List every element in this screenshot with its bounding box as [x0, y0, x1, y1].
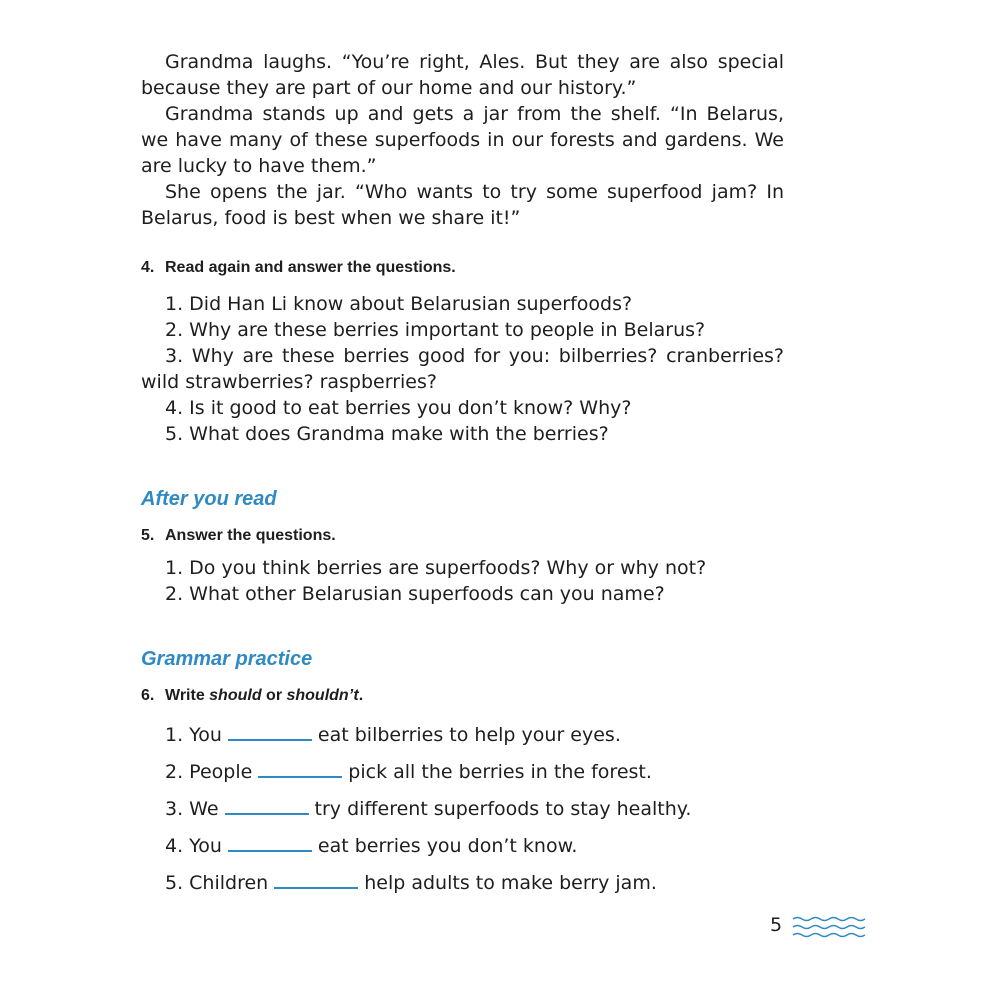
- task-5-heading: 5. Answer the questions.: [141, 527, 336, 544]
- after-you-read-heading: After you read: [141, 488, 277, 510]
- task-4-question: 5. What does Grandma make with the berries?: [165, 423, 609, 445]
- task-5-question: 2. What other Belarusian superfoods can you name?: [165, 583, 665, 605]
- task-6-heading: 6. Write should or shouldn’t.: [141, 687, 364, 704]
- answer-blank[interactable]: [228, 721, 312, 741]
- task-4-question: 2. Why are these berries important to people in Belarus?: [165, 319, 706, 341]
- fill-in-item: 1. You eat bilberries to help your eyes.: [141, 721, 784, 748]
- wave-decoration-icon: [792, 915, 866, 941]
- task-4-question: 3. Why are these berries good for you: bilberries? cranberries? wild strawberries? raspberries?: [141, 345, 784, 393]
- story-paragraph-2: Grandma stands up and gets a jar from the shelf. “In Belarus, we have many of these superfoods in our forests and gardens. We are lucky to have them.”: [141, 103, 784, 177]
- answer-blank[interactable]: [225, 795, 309, 815]
- story-paragraph-1: Grandma laughs. “You’re right, Ales. But they are also special because they are part of our home and our history.”: [141, 51, 784, 99]
- fill-in-item: 5. Children help adults to make berry jam.: [141, 869, 784, 896]
- task-4-heading: 4. Read again and answer the questions.: [141, 259, 456, 276]
- fill-in-item: 4. You eat berries you don’t know.: [141, 832, 784, 859]
- fill-in-item: 3. We try different superfoods to stay healthy.: [141, 795, 784, 822]
- page-number: 5: [770, 914, 783, 936]
- task-4-question: 1. Did Han Li know about Belarusian superfoods?: [165, 293, 633, 315]
- fill-in-item: 2. People pick all the berries in the forest.: [141, 758, 784, 785]
- task-4-question: 4. Is it good to eat berries you don’t know? Why?: [165, 397, 632, 419]
- grammar-practice-heading: Grammar practice: [141, 648, 313, 670]
- story-paragraph-3: She opens the jar. “Who wants to try some superfood jam? In Belarus, food is best when we share it!”: [141, 181, 784, 229]
- answer-blank[interactable]: [258, 758, 342, 778]
- answer-blank[interactable]: [228, 832, 312, 852]
- task-5-question: 1. Do you think berries are superfoods? Why or why not?: [165, 557, 707, 579]
- answer-blank[interactable]: [274, 869, 358, 889]
